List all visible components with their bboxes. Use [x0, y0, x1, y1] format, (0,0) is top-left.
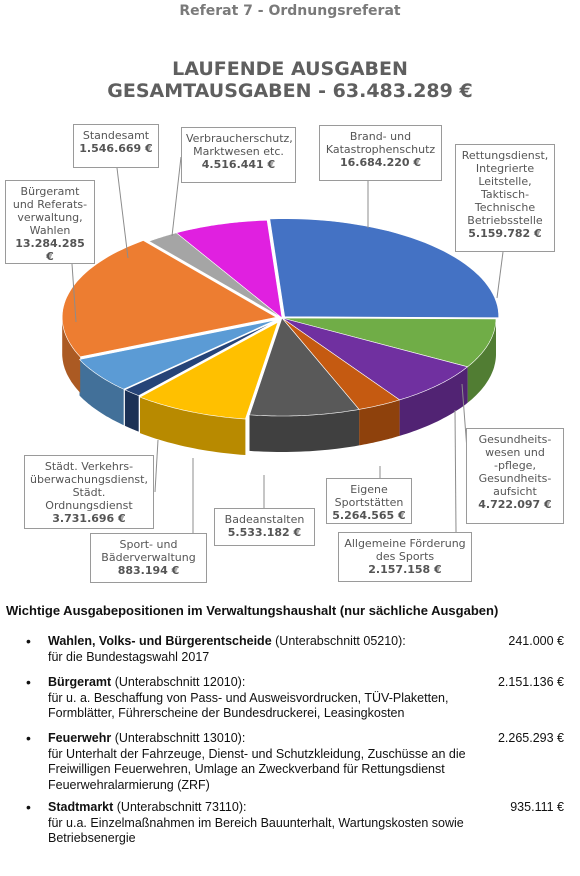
callout-buergeramt — [5, 180, 95, 264]
item-amount: 2.151.136 € — [497, 675, 564, 689]
callout-label: Brand- und Katastrophenschutz — [325, 130, 436, 156]
item-description: für u. a. Beschaffung von Pass- und Ausweisvordrucken, TÜV-Plaketten, Formblätter, Führerscheine der Bundesdruckerei, Leasingkosten — [48, 690, 449, 720]
leader-line — [172, 157, 181, 236]
pie-slice-side — [125, 390, 139, 432]
item-title: Bürgeramt — [48, 675, 112, 689]
callout-label: Bürgeramt und Referats- verwaltung, Wahlen — [12, 185, 88, 237]
item-amount: 2.265.293 € — [497, 731, 564, 745]
callout-value: 3.731.696 € — [52, 512, 126, 525]
item-description: für u.a. Einzelmaßnahmen im Bereich Bauunterhalt, Wartungskosten sowie Betriebsenergie — [48, 815, 464, 845]
leader-line — [117, 168, 128, 258]
item-description: für Unterhalt der Fahrzeuge, Dienst- und Schutzkleidung, Zuschüsse an die Freiwilligen Feuerwehren, Umlage an Zweckverband für Rettungsdienst Feuerwehralarmierung (ZRF) — [48, 746, 466, 792]
leader-line — [497, 252, 503, 298]
leader-line — [155, 440, 158, 492]
callout-standesamt — [73, 124, 159, 168]
bullet: • — [26, 799, 31, 815]
leader-line — [455, 410, 456, 532]
callout-label: Sport- und Bäderverwaltung — [101, 538, 196, 564]
callout-value: 5.264.565 € — [332, 509, 406, 522]
bullet: • — [26, 730, 31, 746]
item-amount: 241.000 € — [508, 634, 564, 648]
callout-label: Verbraucherschutz, Marktwesen etc. — [186, 132, 293, 158]
list-item — [26, 800, 572, 850]
chart-title: LAUFENDE AUSGABEN — [172, 58, 408, 80]
list-item — [26, 675, 572, 725]
bullet: • — [26, 674, 31, 690]
callout-value: 4.722.097 € — [478, 498, 552, 511]
callout-value: 4.516.441 € — [201, 158, 276, 171]
item-subsection: (Unterabschnitt 05210): — [271, 634, 406, 648]
item-text — [48, 675, 488, 722]
callout-eigene-sportstaetten — [326, 478, 412, 524]
section-title: Wichtige Ausgabepositionen im Verwaltungshaushalt (nur sächliche Ausgaben) — [6, 603, 499, 618]
callout-baederverwaltung — [90, 533, 207, 583]
callout-badeanstalten — [214, 508, 315, 546]
callout-value: 1.546.669 € — [79, 142, 153, 155]
item-subsection: (Unterabschnitt 73110): — [113, 800, 247, 814]
callout-label: Standesamt — [82, 129, 150, 142]
item-title: Wahlen, Volks- und Bürgerentscheide — [48, 634, 272, 648]
page-header: Referat 7 - Ordnungsreferat — [179, 3, 401, 19]
list-item — [26, 634, 572, 668]
callout-label: Gesundheits- wesen und -pflege, Gesundheits- aufsicht — [478, 433, 552, 498]
chart-subtitle: GESAMTAUSGABEN - 63.483.289 € — [107, 80, 473, 102]
item-title: Feuerwehr — [48, 731, 112, 745]
callout-label: Rettungsdienst, Integrierte Leitstelle, Taktisch- Technische Betriebsstelle — [461, 149, 549, 227]
callout-verkehrsueberwachung — [24, 455, 154, 529]
callout-label: Städt. Verkehrs- überwachungsdienst, Städt. Ordnungsdienst — [30, 460, 148, 512]
callout-value: 16.684.220 € — [339, 156, 422, 169]
callout-gesundheitswesen — [466, 428, 564, 524]
callout-foerderung-sport — [338, 532, 472, 582]
list-item — [26, 731, 572, 795]
callout-value: 883.194 € — [117, 564, 180, 577]
callout-label: Allgemeine Förderung des Sports — [344, 537, 466, 563]
item-text — [48, 634, 488, 665]
callout-value: 5.533.182 € — [227, 526, 302, 539]
item-text — [48, 800, 488, 847]
item-subsection: (Unterabschnitt 13010): — [111, 731, 246, 745]
callout-brandschutz — [319, 125, 442, 181]
callout-value: 5.159.782 € — [468, 227, 542, 240]
item-subsection: (Unterabschnitt 12010): — [111, 675, 246, 689]
item-title: Stadtmarkt — [48, 800, 114, 814]
callout-value: 13.284.285 € — [15, 237, 85, 263]
callout-verbraucherschutz — [181, 127, 296, 183]
item-description: für die Bundestagswahl 2017 — [48, 649, 210, 664]
callout-rettungsdienst — [455, 144, 555, 252]
bullet: • — [26, 633, 31, 649]
callout-value: 2.157.158 € — [368, 563, 442, 576]
item-text — [48, 731, 488, 793]
item-amount: 935.111 € — [510, 800, 564, 814]
callout-label: Badeanstalten — [224, 513, 305, 526]
callout-label: Eigene Sportstätten — [334, 483, 404, 509]
